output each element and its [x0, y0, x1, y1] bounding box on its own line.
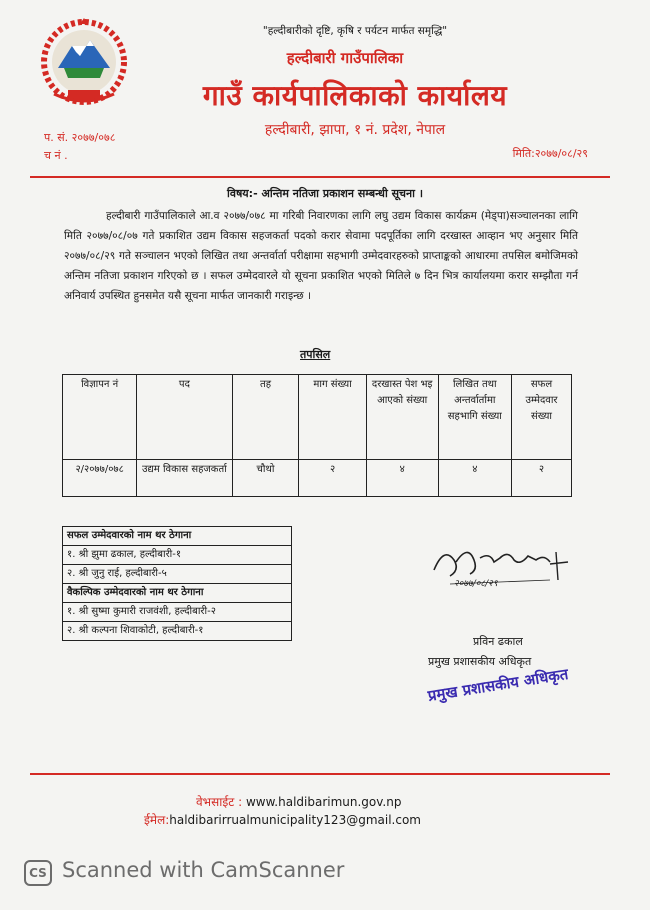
alternate-heading: वैकल्पिक उम्मेदवारको नाम थर ठेगाना: [63, 584, 292, 603]
table-header-cell: लिखित तथा अन्तर्वार्तामा सहभागि संख्या: [438, 375, 511, 460]
email: [144, 811, 421, 828]
dispatch-number: च नं .: [44, 149, 68, 162]
footer-divider: [30, 773, 610, 775]
list-item: १. श्री झुमा ढकाल, हल्दीबारी-१: [63, 546, 292, 565]
table-cell: २: [512, 460, 572, 497]
list-item: १. श्री सुष्मा कुमारी राजवंशी, हल्दीबारी-२: [63, 603, 292, 622]
letter-date: मिति:२०७७/०८/२९: [512, 147, 588, 160]
table-cell: चौथो: [232, 460, 299, 497]
list-item: २. श्री कल्पना शिवाकोटी, हल्दीबारी-१: [63, 622, 292, 641]
camscanner-watermark: Scanned with CamScanner: [62, 858, 345, 882]
table-cell: उद्यम विकास सहजकर्ता: [137, 460, 232, 497]
result-table: [62, 374, 572, 497]
table-cell: २: [299, 460, 366, 497]
office-address: हल्दीबारी, झापा, १ नं. प्रदेश, नेपाल: [264, 122, 446, 138]
table-cell: २/२०७७/०७८: [63, 460, 137, 497]
website-link[interactable]: www.haldibarimun.gov.np: [245, 795, 402, 809]
table-header-cell: सफल उम्मेदवार संख्या: [512, 375, 572, 460]
slogan: "हल्दीबारीको दृष्टि, कृषि र पर्यटन मार्फत समृद्धि": [262, 25, 448, 37]
header-divider: [30, 176, 610, 178]
signatory-name: प्रविन ढकाल: [473, 635, 523, 648]
website-label: वेभसाईट :: [196, 795, 246, 809]
email-label: ईमेल:: [144, 813, 170, 827]
notice-body: हल्दीबारी गाउँपालिकाले आ.व २०७७/०७८ मा गरिबी निवारणका लागि लघु उद्यम विकास कार्यक्रम (मेड्पा)सञ्चालनका लागि मिति २०७७/०८/०७ गते प्रकाशित उद्यम विकास सहजकर्ता पदको करार सेवामा पदपूर्तिका लागि दरखास्त आव्हान भए अनुसार मिति २०७७/०८/२९ गते सञ्चालन भएको लिखित तथा अन्तर्वार्ता परीक्षामा सहभागी उम्मेदवारहरुको प्राप्ताङ्कको आधारमा तपसिल बमोजिमको अन्तिम नतिजा प्रकाशन गरिएको छ । सफल उम्मेदवारले यो सूचना प्रकाशित भएको मितिले ७ दिन भित्र कार्यालयमा करार सम्झौता गर्न अनिवार्य उपस्थित हुनसमेत यसै सूचना मार्फत जानकारी गराइन्छ ।: [64, 210, 578, 302]
table-cell: ४: [438, 460, 511, 497]
notice-subject: विषय:- अन्तिम नतिजा प्रकाशन सम्बन्धी सूचना ।: [226, 187, 423, 200]
table-row: [63, 460, 572, 497]
signatory-title: प्रमुख प्रशासकीय अधिकृत: [428, 655, 532, 668]
table-header-cell: तह: [232, 375, 299, 460]
success-heading: सफल उम्मेदवारको नाम थर ठेगाना: [63, 527, 292, 546]
table-header-cell: दरखास्त पेश भइ आएको संख्या: [366, 375, 438, 460]
municipality-name: हल्दीबारी गाउँपालिका: [286, 49, 404, 67]
details-heading: तपसिल: [300, 348, 331, 361]
table-header-cell: विज्ञापन नं: [63, 375, 137, 460]
table-cell: ४: [366, 460, 438, 497]
table-header-cell: माग संख्या: [299, 375, 366, 460]
table-header-row: [63, 375, 572, 460]
website: [196, 793, 401, 810]
signature-image: [430, 540, 580, 590]
camscanner-logo-icon: CS: [24, 860, 52, 886]
email-link[interactable]: haldibarirrualmunicipality123@gmail.com: [169, 813, 421, 827]
office-title: गाउँ कार्यपालिकाको कार्यालय: [202, 79, 508, 112]
table-header-cell: पद: [137, 375, 232, 460]
candidate-table: [62, 526, 292, 641]
signature-date: २०७७/०८/२९: [454, 579, 498, 589]
list-item: २. श्री जुनु राई, हल्दीबारी-५: [63, 565, 292, 584]
reference-number: प. सं. २०७७/०७८: [44, 131, 116, 144]
official-stamp: प्रमुख प्रशासकीय अधिकृत: [426, 664, 570, 705]
